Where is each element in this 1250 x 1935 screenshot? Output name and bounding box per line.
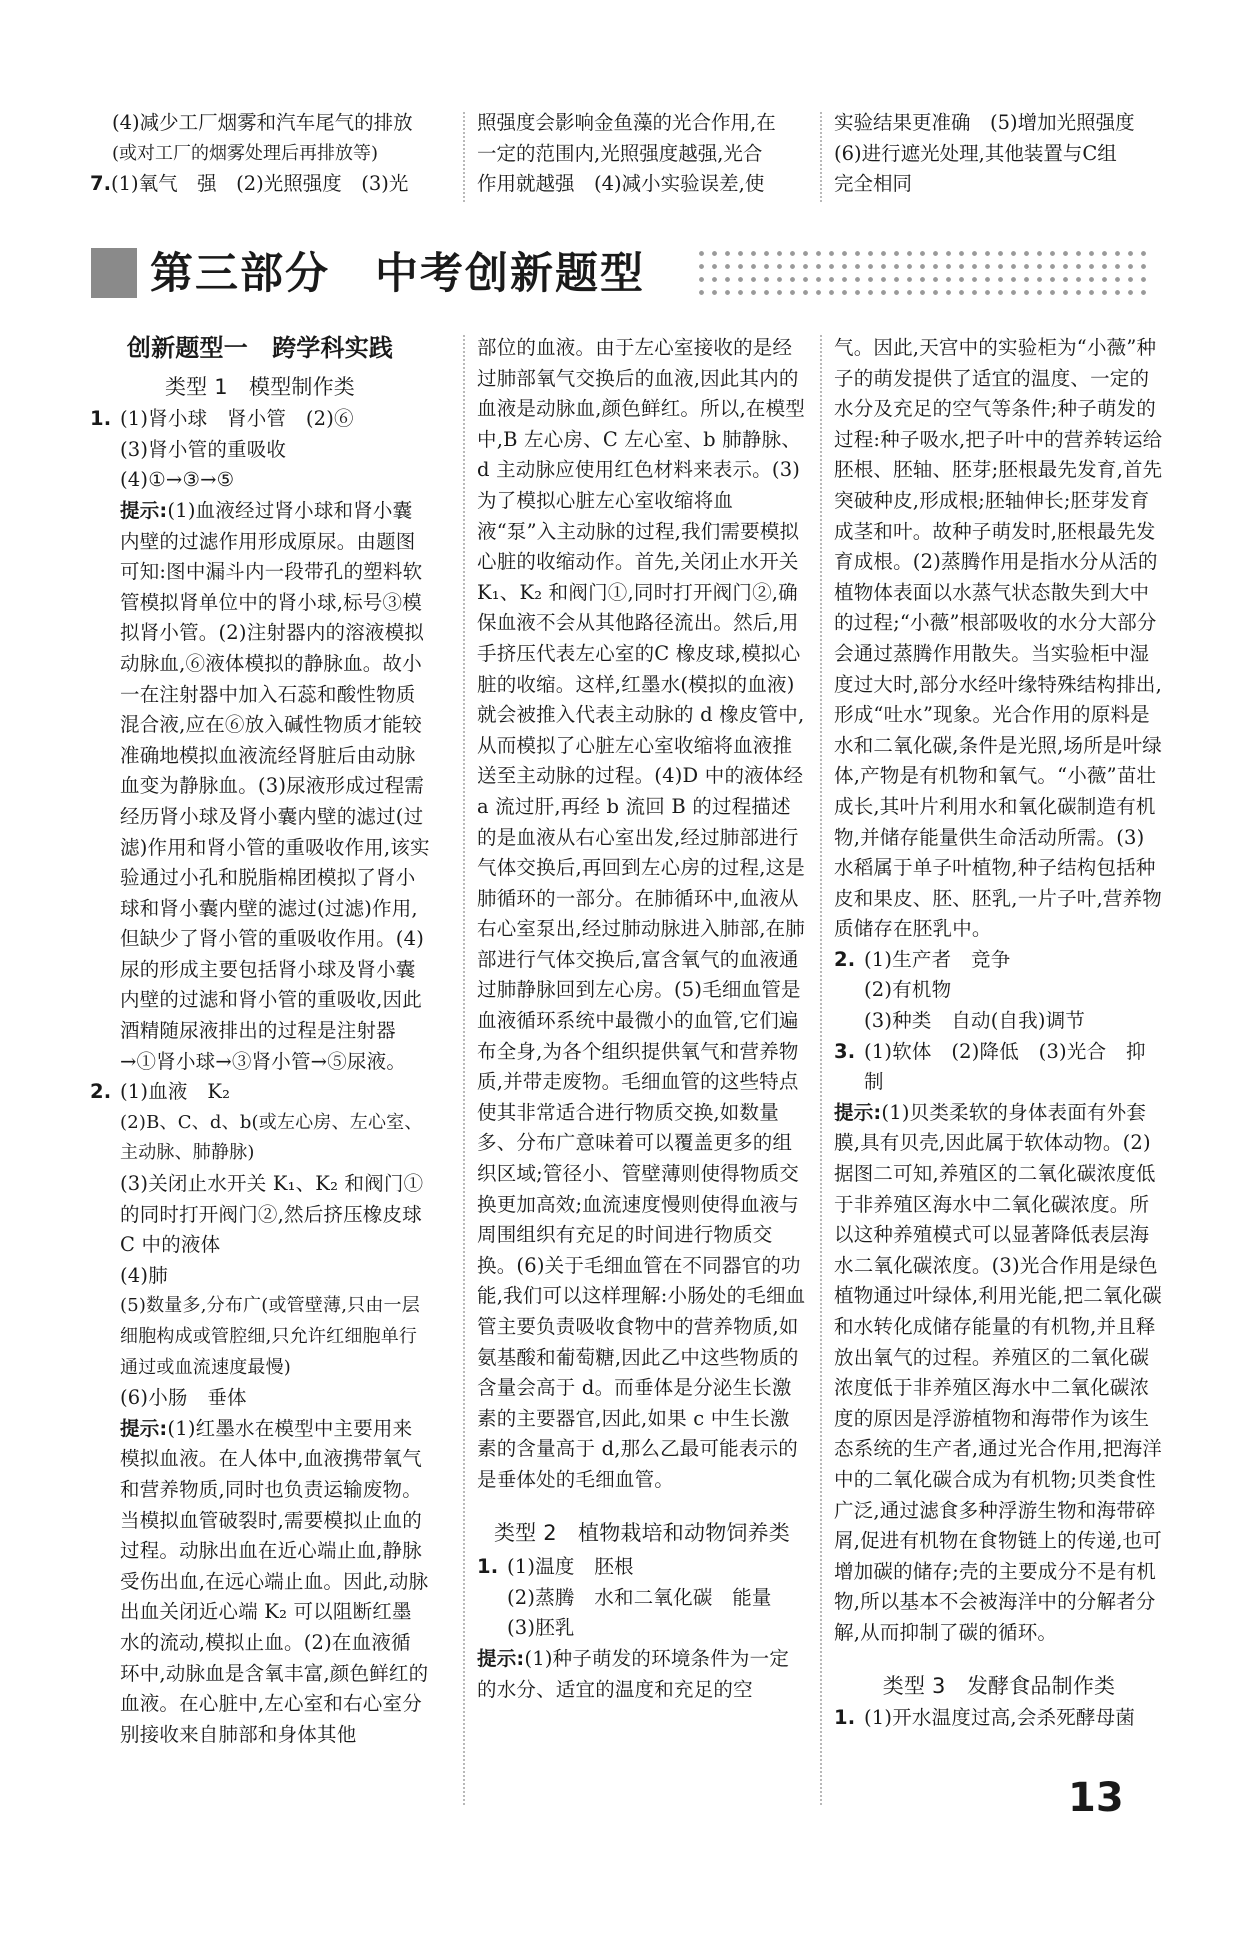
- answer-line: (2)蒸腾 水和二氧化碳 能量: [507, 1585, 772, 1609]
- answer-line: (1)温度 胚根: [507, 1555, 634, 1579]
- tip-text: (1)种子萌发的环境条件为一定的水分、适宜的温度和充足的空: [477, 1646, 790, 1701]
- tip-text: (1)贝类柔软的身体表面有外套膜,具有贝壳,因此属于软体动物。(2)据图二可知,养殖区的二氧化碳浓度低于非养殖区海水中二氧化碳浓度。所以这种养殖模式可以显著降低表层海水二氧化碳浓度。(3)光合作用是绿色植物通过叶绿体,利用光能,把二氧化碳和水转化成储存能量的有机物,并且释放出氧气的过程。养殖区的二氧化碳浓度低于非养殖区海水中二氧化碳浓度的原因是浮游植物和海带作为该生态系统的生产者,通过光合作用,把海洋中的二氧化碳合成为有机物;贝类食性广泛,通过滤食多种浮游生物和海带碎屑,促进有机物在食物链上的传递,也可增加碳的储存;壳的主要成分不是有机物,所以基本不会被海洋中的分解者分解,从而抑制了碳的循环。: [834, 1100, 1162, 1644]
- banner-square: [91, 248, 137, 298]
- text-line: (6)进行遮光处理,其他装置与C组: [834, 141, 1117, 165]
- answer-line: (4)①→③→⑤: [120, 468, 235, 492]
- question-number: 1.: [90, 407, 112, 431]
- question-3: [834, 1037, 1164, 1098]
- column-divider: [463, 335, 465, 1805]
- answer-line: (1)开水温度过高,会杀死酵母菌: [864, 1706, 1136, 1730]
- question-number: 2.: [834, 947, 856, 971]
- top-column-2: [477, 108, 807, 200]
- page-number: 13: [1068, 1775, 1124, 1821]
- question-1: [90, 404, 430, 1077]
- answer-line: (3)胚乳: [507, 1616, 575, 1640]
- answer-line: (5)数量多,分布广(或管壁薄,只由一层细胞构成或管腔细,只允许红细胞单行通过或血流速度最慢): [120, 1295, 420, 1378]
- column-divider: [820, 112, 822, 202]
- top-column-3: [834, 108, 1164, 200]
- section-heading: 创新题型一 跨学科实践: [126, 334, 394, 362]
- answer-line: (1)肾小球 肾小管 (2)⑥: [120, 407, 354, 431]
- column-3: [834, 333, 1164, 1734]
- tip-label: 提示:: [834, 1100, 882, 1124]
- answer-line: (3)关闭止水开关 K₁、K₂ 和阀门①的同时打开阀门②,然后挤压橡皮球 C 中的液体: [120, 1172, 424, 1257]
- question-7: [90, 169, 437, 200]
- banner-dot-pattern: [695, 247, 1153, 299]
- column-1: [90, 333, 430, 1750]
- text-line: (4)减少工厂烟雾和汽车尾气的排放: [112, 111, 413, 134]
- answer-line: (2)有机物: [864, 978, 952, 1002]
- question-number: 1.: [834, 1706, 856, 1730]
- paragraph: 部位的血液。由于左心室接收的是经过肺部氧气交换后的血液,因此其内的血液是动脉血,颜色鲜红。所以,在模型中,B 左心房、C 左心室、b 肺静脉、d 主动脉应使用红色材料来表示。(3)为了模拟心脏左心室收缩将血液“泵”入主动脉的过程,我们需要模拟心脏的收缩动作。首先,关闭止水开关 K₁、K₂ 和阀门①,同时打开阀门②,确保血液不会从其他路径流出。然后,用手挤压代表左心室的C 橡皮球,模拟心脏的收缩。这样,红墨水(模拟的血液)就会被推入代表主动脉的 d 橡皮管中,从而模拟了心脏左心室收缩将血液推送至主动脉的过程。(4)D 中的液体经 a 流过肝,再经 b 流回 B 的过程描述的是血液从右心室出发,经过肺部进行气体交换后,再回到左心房的过程,这是肺循环的一部分。在肺循环中,血液从右心室泵出,经过肺动脉进入肺部,在肺部进行气体交换后,富含氧气的血液通过肺静脉回到左心房。(5)毛细血管是血液循环系统中最微小的血管,它们遍布全身,为各个组织提供氧气和营养物质,并带走废物。毛细血管的这些特点使其非常适合进行物质交换,如数量多、分布广意味着可以覆盖更多的组织区域;管径小、管壁薄则使得物质交换更加高效;血流速度慢则使得血液与周围组织有充足的时间进行物质交换。(6)关于毛细血管在不同器官的功能,我们可以这样理解:小肠处的毛细血管主要负责吸收食物中的营养物质,如氨基酸和葡萄糖,因此乙中这些物质的含量会高于 d。而垂体是分泌生长激素的主要器官,因此,如果 c 中生长激素的含量高于 d,那么乙最可能表示的是垂体处的毛细血管。: [477, 336, 806, 1491]
- answer-line: (1)血液 K₂: [120, 1080, 231, 1104]
- answer-line: (1)生产者 竞争: [864, 947, 1011, 971]
- answer-line: (1)软体 (2)降低 (3)光合 抑制: [864, 1039, 1146, 1094]
- answer-line: (4)肺: [120, 1263, 168, 1287]
- answer-line: (2)B、C、d、b(或左心房、左心室、主动脉、肺静脉): [120, 1111, 423, 1164]
- question-2: [834, 945, 1164, 1037]
- text-line: 一定的范围内,光照强度越强,光合: [477, 141, 763, 165]
- column-2: [477, 333, 807, 1705]
- question-number: 1.: [477, 1555, 499, 1579]
- question-number: 2.: [90, 1080, 112, 1104]
- answer-line: (3)肾小管的重吸收: [120, 437, 287, 461]
- type-heading: 类型 1 模型制作类: [164, 374, 356, 399]
- text-line: (或对工厂的烟雾处理后再排放等): [112, 142, 379, 164]
- text-line: 完全相同: [834, 172, 913, 195]
- paragraph: 气。因此,天宫中的实验柜为“小薇”种子的萌发提供了适宜的温度、一定的水分及充足的空气等条件;种子萌发的过程:种子吸水,把子叶中的营养转运给胚根、胚轴、胚芽;胚根最先发育,首先突破种皮,形成根;胚轴伸长;胚芽发育成茎和叶。故种子萌发时,胚根最先发育成根。(2)蒸腾作用是指水分从活的植物体表面以水蒸气状态散失到大中的过程;“小薇”根部吸收的水分大部分会通过蒸腾作用散失。当实验柜中湿度过大时,部分水经叶缘特殊结构排出,形成“吐水”现象。光合作用的原料是水和二氧化碳,条件是光照,场所是叶绿体,产物是有机物和氧气。“小薇”苗壮成长,其叶片利用水和氧化碳制造有机物,并储存能量供生命活动所需。(3)水稻属于单子叶植物,种子结构包括种皮和果皮、胚、胚乳,一片子叶,营养物质储存在胚乳中。: [834, 336, 1163, 941]
- question-number: 7.: [90, 172, 111, 195]
- question-2: [90, 1077, 430, 1750]
- text-line: (1)氧气 强 (2)光照强度 (3)光: [110, 172, 409, 195]
- type-heading: 类型 2 植物栽培和动物饲养类: [493, 1520, 791, 1545]
- answer-line: (6)小肠 垂体: [120, 1386, 247, 1410]
- tip-label: 提示:: [120, 1416, 168, 1440]
- question-number: 3.: [834, 1039, 856, 1063]
- question-1: [477, 1552, 807, 1644]
- part-title: 第三部分 中考创新题型: [150, 249, 645, 299]
- text-line: 实验结果更准确 (5)增加光照强度: [834, 111, 1135, 134]
- top-column-1: [90, 108, 437, 200]
- question-1: [834, 1703, 1164, 1734]
- column-divider: [820, 335, 822, 1805]
- tip-text: (1)血液经过肾小球和肾小囊内壁的过滤作用形成原尿。由题图可知:图中漏斗内一段带孔的塑料软管模拟肾单位中的肾小球,标号③模拟肾小管。(2)注射器内的溶液模拟动脉血,⑥液体模拟的静脉血。故小一在注射器中加入石蕊和酸性物质混合液,应在⑥放入碱性物质才能较准确地模拟血液流经肾脏后由动脉血变为静脉血。(3)尿液形成过程需经历肾小球及肾小囊内壁的滤过(过滤)作用和肾小管的重吸收作用,该实验通过小孔和脱脂棉团模拟了肾小球和肾小囊内壁的滤过(过滤)作用,但缺少了肾小管的重吸收作用。(4)尿的形成主要包括肾小球及肾小囊内壁的过滤和肾小管的重吸收,因此酒精随尿液排出的过程是注射器→①肾小球→③肾小管→⑤尿液。: [120, 498, 430, 1073]
- tip-label: 提示:: [477, 1646, 525, 1670]
- answer-line: (3)种类 自动(自我)调节: [864, 1009, 1086, 1033]
- tip-text: (1)红墨水在模型中主要用来模拟血液。在人体中,血液携带氧气和营养物质,同时也负责运输废物。当模拟血管破裂时,需要模拟止血的过程。动脉出血在近心端止血,静脉受伤出血,在远心端止血。因此,动脉出血关闭近心端 K₂ 可以阻断红墨水的流动,模拟止血。(2)在血液循环中,动脉血是含氧丰富,颜色鲜红的血液。在心脏中,左心室和右心室分别接收来自肺部和身体其他: [120, 1416, 429, 1746]
- text-line: 照强度会影响金鱼藻的光合作用,在: [477, 111, 776, 134]
- text-line: 作用就越强 (4)减小实验误差,使: [477, 172, 765, 195]
- type-heading: 类型 3 发酵食品制作类: [882, 1673, 1116, 1698]
- tip-label: 提示:: [120, 498, 168, 522]
- column-divider: [463, 112, 465, 202]
